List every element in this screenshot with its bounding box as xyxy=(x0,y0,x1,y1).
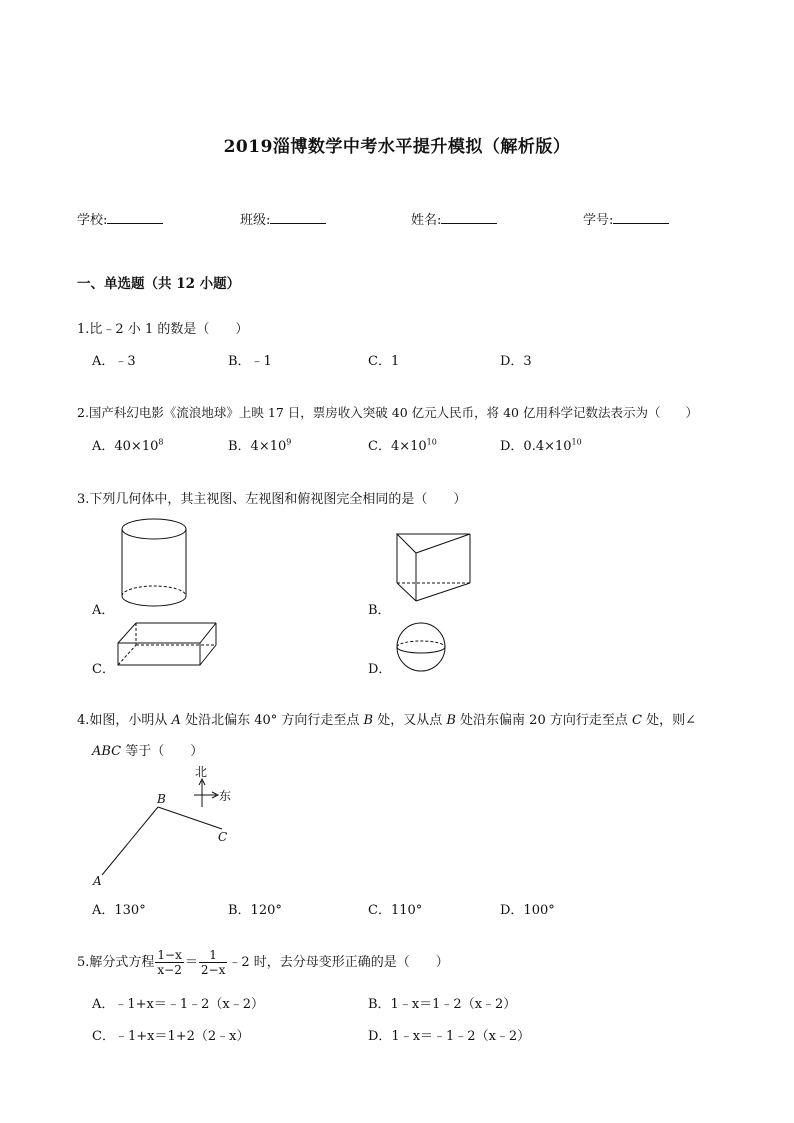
triangular-prism-figure xyxy=(394,531,474,603)
question-1-stem: 1.比﹣2 小 1 的数是（ ） xyxy=(77,322,249,337)
north-label: 北 xyxy=(195,765,208,779)
question-2-option-b: B．$4\times 10^9$ xyxy=(228,437,292,454)
question-3-option-a: A． xyxy=(92,603,115,618)
question-5-option-b: B．1﹣x＝1﹣2（x﹣2） xyxy=(368,997,517,1012)
point-c-label: C xyxy=(218,830,228,844)
question-5-option-d: D．1﹣x＝﹣1﹣2（x﹣2） xyxy=(368,1029,531,1044)
question-4-option-c: C．110° xyxy=(368,903,423,918)
east-label: 东 xyxy=(219,789,232,803)
school-label: 学校: xyxy=(77,213,108,228)
point-b-label: B xyxy=(157,792,166,806)
question-4-option-a: A．130° xyxy=(92,903,146,918)
number-label: 学号: xyxy=(583,213,614,228)
point-a-label: A xyxy=(93,874,102,888)
question-2-option-c: C．$4\times 10^{10}$ xyxy=(368,437,437,454)
question-3-stem: 3.下列几何体中，其主视图、左视图和俯视图完全相同的是（ ） xyxy=(77,492,467,507)
cylinder-figure xyxy=(118,516,192,612)
fraction-2: $\frac{1}{2-x}$ xyxy=(200,948,226,977)
section-heading: 一、单选题（共 12 小题） xyxy=(77,276,241,292)
question-4-option-d: D．100° xyxy=(500,903,555,918)
question-3-option-d: D． xyxy=(368,662,392,677)
class-label: 班级: xyxy=(240,213,271,228)
question-5-option-a: A．﹣1+x＝﹣1﹣2（x﹣2） xyxy=(92,997,265,1012)
name-blank xyxy=(441,211,497,224)
class-blank xyxy=(270,211,326,224)
page-title: 2019淄博数学中考水平提升模拟（解析版） xyxy=(223,137,571,157)
question-5-stem: 5.解分式方程 $\frac{1-x}{x-2}$ ＝ $\frac{1}{2-x}$ ﹣2 时，去分母变形正确的是（ ） xyxy=(77,948,449,977)
question-4-stem-line2: ABC 等于（ ） xyxy=(92,744,204,759)
question-2-stem: 2.国产科幻电影《流浪地球》上映 17 日，票房收入突破 40 亿元人民币，将 40 亿用科学记数法表示为（ ） xyxy=(77,405,698,420)
question-1-option-a: A．﹣3 xyxy=(92,354,136,369)
question-1-option-c: C．1 xyxy=(368,354,400,369)
question-4-diagram xyxy=(90,763,250,891)
fraction-1: $\frac{1-x}{x-2}$ xyxy=(157,948,182,977)
name-field xyxy=(411,209,497,228)
question-5-option-c: C．﹣1+x＝1+2（2﹣x） xyxy=(92,1029,250,1044)
question-4-stem-line1: 4.如图，小明从 A 处沿北偏东 40° 方向行走至点 B 处，又从点 B 处沿东偏南 20 方向行走至点 C 处，则∠ xyxy=(77,713,696,728)
question-4-option-b: B．120° xyxy=(228,903,282,918)
number-field xyxy=(583,209,669,228)
name-label: 姓名: xyxy=(411,213,442,228)
question-2-option-a: A．$40\times 10^8$ xyxy=(92,437,164,454)
question-3-option-b: B． xyxy=(368,603,391,618)
question-3-option-c: C． xyxy=(92,662,115,677)
sphere-figure xyxy=(394,622,450,672)
rectangular-box-figure xyxy=(115,620,219,668)
school-blank xyxy=(107,211,163,224)
class-field xyxy=(240,209,326,228)
school-field xyxy=(77,209,163,228)
question-1-option-d: D．3 xyxy=(500,354,532,369)
question-2-option-d: D．$0.4\times 10^{10}$ xyxy=(500,437,582,454)
number-blank xyxy=(613,211,669,224)
question-1-option-b: B．﹣1 xyxy=(228,354,272,369)
